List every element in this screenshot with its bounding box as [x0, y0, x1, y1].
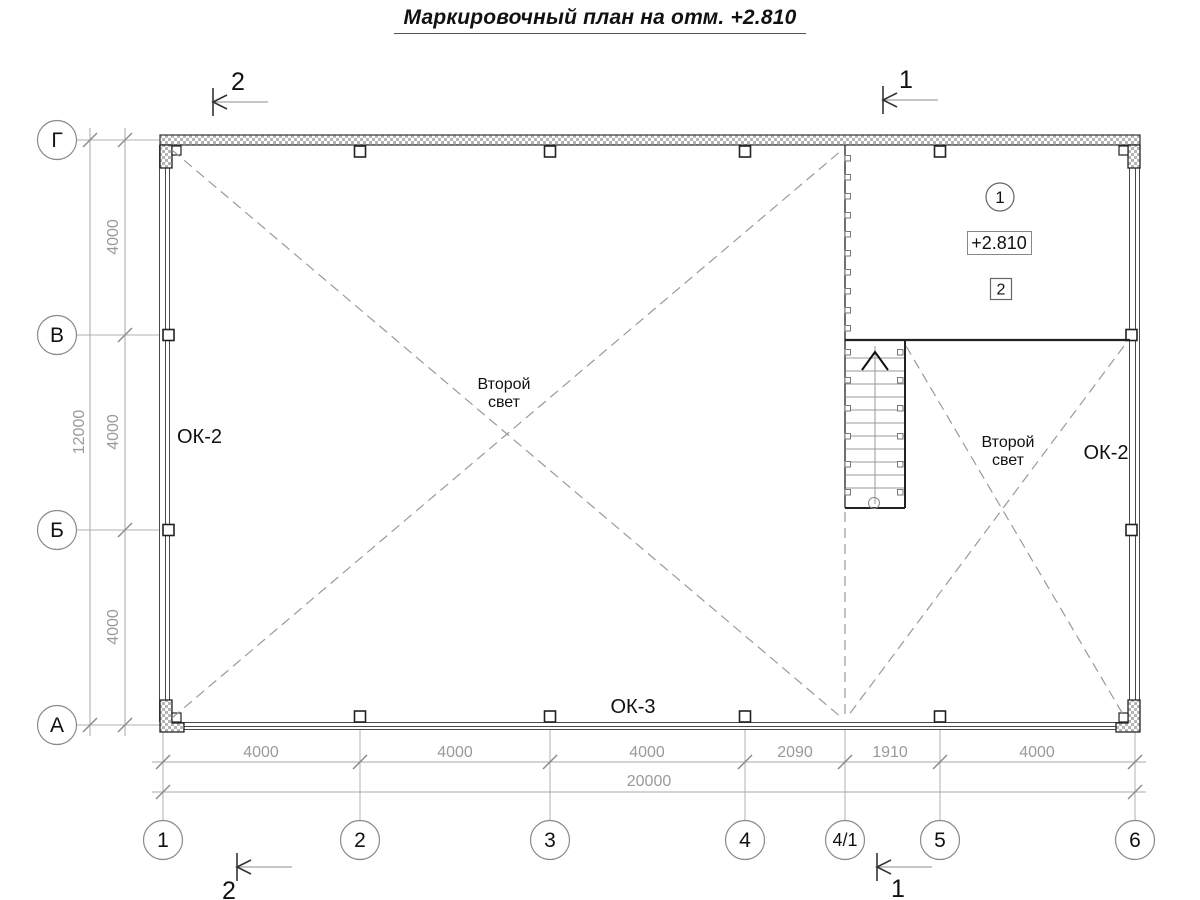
void-right-diag-2 [848, 346, 1124, 716]
elevation-mark [968, 232, 1032, 255]
window-label-right: ОК-2 [1083, 442, 1129, 464]
void-label-right [982, 434, 1035, 469]
section-label-top-left: 2 [231, 68, 245, 96]
dim-left-seg-1: 4000 [105, 219, 122, 255]
void-right-line1: Второй [981, 434, 1035, 451]
axis-bubble-v [38, 316, 77, 355]
dim-bottom-seg-6: 4000 [1019, 744, 1055, 761]
axis-label-6: 6 [1129, 829, 1141, 852]
dim-left-seg-2: 4000 [105, 414, 122, 450]
axis-label-4: 4 [739, 829, 751, 852]
axis-label-3: 3 [544, 829, 556, 852]
axis-label-4-1: 4/1 [832, 830, 858, 850]
wall-top [160, 135, 1140, 145]
dim-left-seg-3: 4000 [105, 609, 122, 645]
dim-bottom-seg-3: 4000 [629, 744, 665, 761]
axis-bubble-1 [144, 821, 183, 860]
railing-posts [845, 156, 851, 332]
dimension-lines-left [71, 128, 132, 736]
void-label-left [478, 376, 531, 411]
dim-bottom-seg-4: 2090 [777, 744, 813, 761]
section-label-top-right: 1 [899, 66, 913, 94]
section-marker-bottom-left [222, 853, 292, 900]
section-label-bottom-right: 1 [891, 875, 905, 900]
window-label-left: ОК-2 [177, 426, 222, 448]
node-marker-circle [986, 183, 1014, 211]
axis-label-v: В [49, 324, 65, 347]
axis-bubble-g [38, 121, 77, 160]
section-label-bottom-left: 2 [222, 877, 236, 900]
void-right-line2: свет [991, 452, 1025, 469]
section-marker-top-left [213, 68, 268, 116]
axis-label-b: Б [50, 519, 64, 542]
void-right-diag-1 [906, 346, 1124, 716]
axis-bubble-6 [1116, 821, 1155, 860]
axis-bubble-3 [531, 821, 570, 860]
axis-bubbles-bottom [144, 821, 1155, 860]
dim-left-total: 12000 [71, 409, 88, 455]
dimension-lines-bottom [152, 744, 1146, 799]
dim-bottom-total: 20000 [626, 773, 672, 790]
stair-start-circle [869, 498, 880, 509]
axis-bubble-4 [726, 821, 765, 860]
dim-bottom-seg-5: 1910 [872, 744, 908, 761]
elevation-value: +2.810 [971, 233, 1027, 253]
node-marker-square [991, 279, 1012, 300]
axis-bubble-b [38, 511, 77, 550]
axis-label-2: 2 [354, 829, 366, 852]
wall-left [160, 145, 170, 722]
axis-bubble-5 [921, 821, 960, 860]
staircase [845, 340, 905, 509]
void-left-line1: Второй [477, 376, 531, 393]
axis-bubble-a [38, 706, 77, 745]
axis-bubble-4-1 [826, 821, 865, 860]
dim-bottom-seg-1: 4000 [243, 744, 279, 761]
axis-label-a: А [49, 714, 65, 737]
window-label-bottom: ОК-3 [610, 696, 656, 718]
wall-bottom [160, 723, 1140, 730]
dim-bottom-seg-2: 4000 [437, 744, 473, 761]
axis-label-5: 5 [934, 829, 946, 852]
void-left-line2: свет [487, 394, 521, 411]
axis-bubble-2 [341, 821, 380, 860]
axis-label-g: Г [51, 129, 63, 152]
section-marker-top-right [883, 66, 938, 114]
node-circle-label: 1 [995, 188, 1005, 207]
axis-label-1: 1 [157, 829, 169, 852]
wall-right [1130, 145, 1140, 722]
section-marker-bottom-right [877, 853, 932, 900]
drawing-title: Маркировочный план на отм. +2.810 [394, 6, 807, 34]
node-square-label: 2 [996, 281, 1006, 299]
